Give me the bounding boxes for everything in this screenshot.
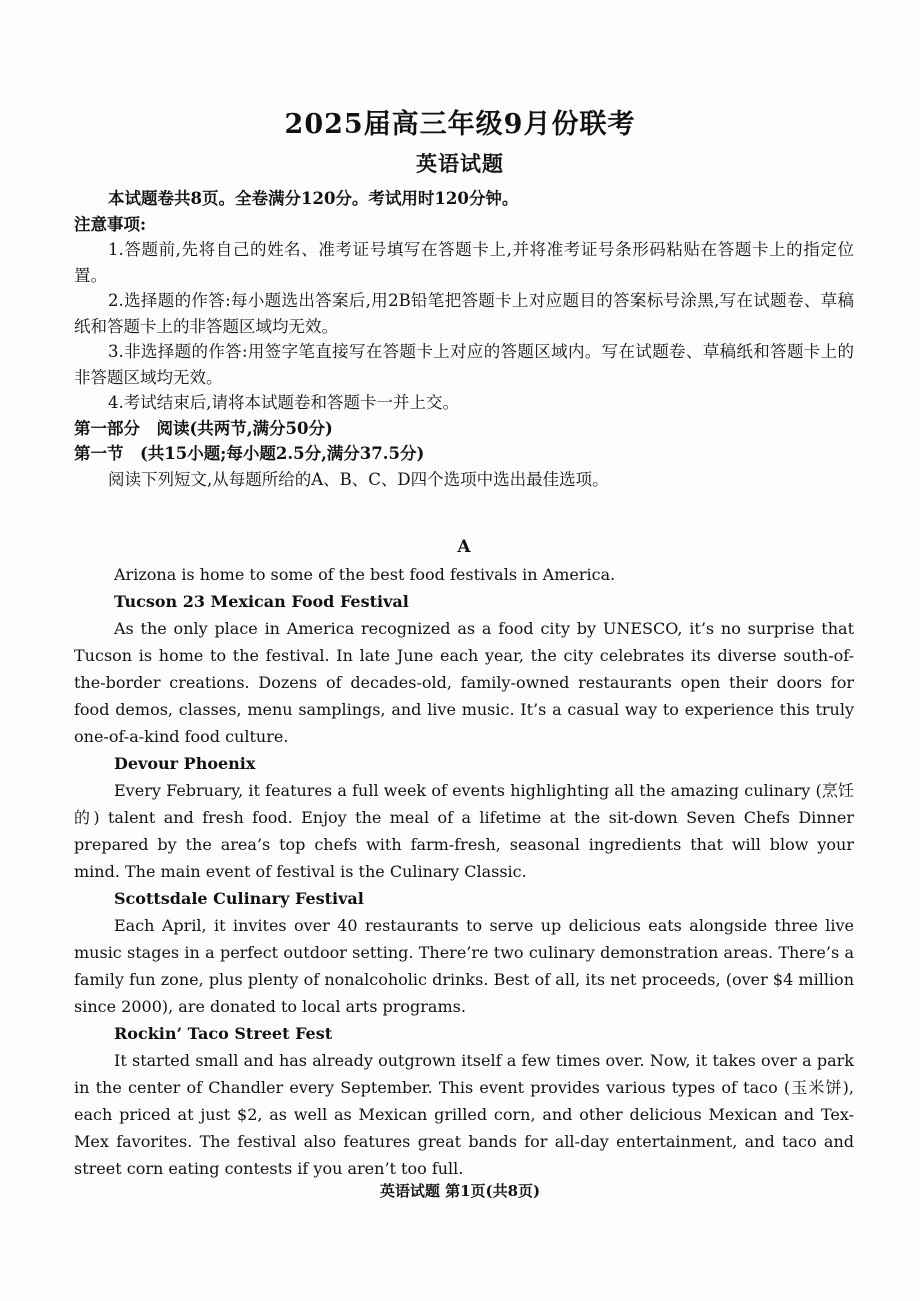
festival-title: Rockin’ Taco Street Fest [114, 1024, 333, 1043]
festival-text: Each April, it invites over 40 restaurants to serve up delicious eats alongside three live music stages in a perfect outdoor setting. There’re two culinary demonstration areas. There’s a family fun zone, plus plenty of nonalcoholic drinks. Best of all, its net proceeds, (over $4 million since 2000), are donated to local arts programs. [74, 916, 854, 1016]
festival-text: It started small and has already outgrown itself a few times over. Now, it takes over a park in the center of Chandler every September. This event provides various types of taco (玉米饼), each priced at just $2, as well as Mexican grilled corn, and other delicious Mexican and Tex-Mex favorites. The festival also features great bands for all-day entertainment, and taco and street corn eating contests if you aren’t too full. [74, 1051, 854, 1178]
notice-item-1: 1.答题前,先将自己的姓名、准考证号填写在答题卡上,并将准考证号条形码粘贴在答题卡上的指定位置。 [74, 240, 854, 285]
notice-heading: 注意事项: [74, 214, 147, 234]
notice-item-3: 3.非选择题的作答:用签字笔直接写在答题卡上对应的答题区域内。写在试题卷、草稿纸和答题卡上的非答题区域均无效。 [74, 342, 854, 387]
page-footer: 英语试题 第1页(共8页) [379, 1182, 541, 1200]
part-heading: 第一部分 阅读(共两节,满分50分) [74, 418, 333, 438]
festival-title: Tucson 23 Mexican Food Festival [114, 592, 409, 611]
notice-item-2: 2.选择题的作答:每小题选出答案后,用2B铅笔把答题卡上对应题目的答案标号涂黑,写在试题卷、草稿纸和答题卡上的非答题区域均无效。 [74, 291, 854, 336]
exam-info: 本试题卷共8页。全卷满分120分。考试用时120分钟。 [108, 189, 519, 208]
passage-lead: Arizona is home to some of the best food festivals in America. [114, 565, 616, 584]
festival-text: Every February, it features a full week of events highlighting all the amazing culinary (烹饪的) talent and fresh food. Enjoy the meal of a lifetime at the sit-down Seven Chefs Dinner prepared by the area’s top chefs with farm-fresh, seasonal ingredients that will blow your mind. The main event of festival is the Culinary Classic. [74, 781, 854, 881]
festival-text: As the only place in America recognized as a food city by UNESCO, it’s no surprise that Tucson is home to the festival. In late June each year, the city celebrates its diverse south-of-the-border creations. Dozens of decades-old, family-owned restaurants open their doors for food demos, classes, menu samplings, and live music. It’s a casual way to experience this truly one-of-a-kind food culture. [74, 619, 854, 746]
exam-subtitle: 英语试题 [416, 151, 504, 176]
notice-item-4: 4.考试结束后,请将本试题卷和答题卡一并上交。 [108, 393, 459, 412]
exam-title: 2025届高三年级9月份联考 [284, 109, 636, 140]
festival-title: Scottsdale Culinary Festival [114, 889, 364, 908]
reading-instruction: 阅读下列短文,从每题所给的A、B、C、D四个选项中选出最佳选项。 [108, 469, 609, 489]
instructions-block [74, 186, 854, 492]
passage-label: A [457, 537, 471, 557]
festival-title: Devour Phoenix [114, 754, 256, 773]
passage-a [74, 534, 854, 1182]
section-heading: 第一节 (共15小题;每小题2.5分,满分37.5分) [74, 444, 425, 463]
